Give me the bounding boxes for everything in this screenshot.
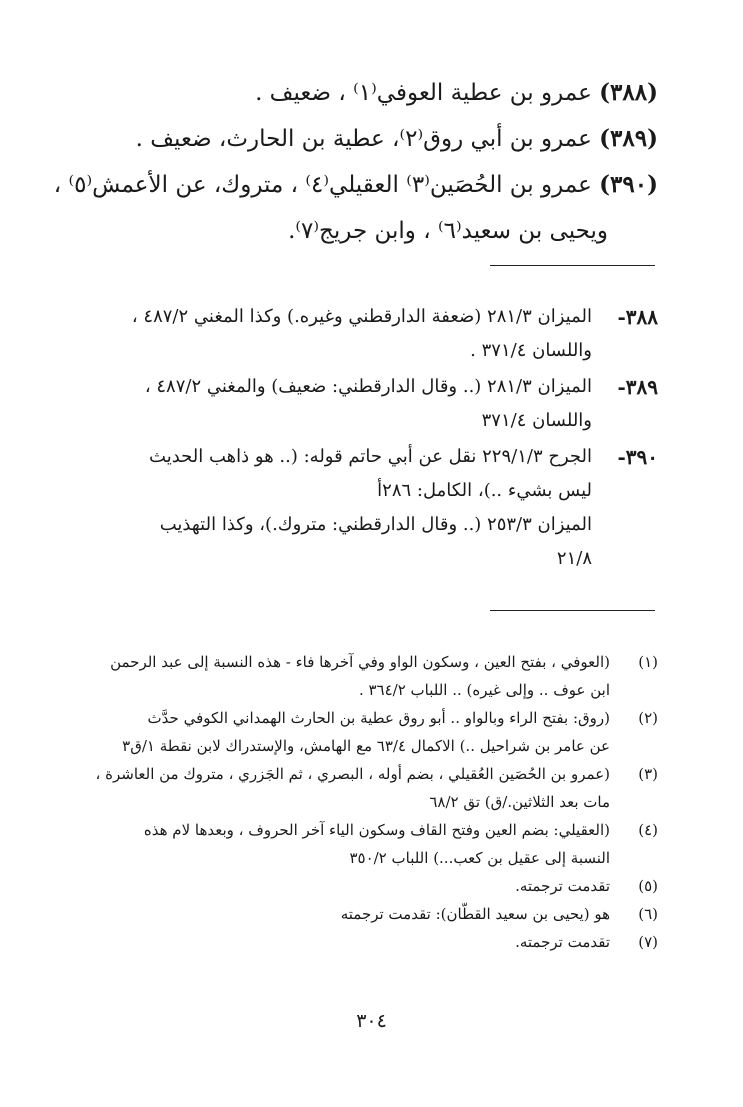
- reference-line: واللسان ٣٧١/٤: [481, 410, 592, 431]
- footnote-5: [85, 872, 658, 900]
- reference-390: [85, 440, 658, 576]
- entry-text: ويحيى بن سعيد⁽٦⁾ ، وابن جريج⁽٧⁾.: [288, 218, 608, 244]
- footnote-1: [85, 648, 658, 704]
- footnote-number: (٦): [638, 905, 658, 923]
- reference-line: ٢١/٨: [556, 548, 592, 569]
- footnote-line: تقدمت ترجمته.: [515, 933, 610, 951]
- entry-388: [85, 70, 658, 116]
- footnote-number: (٢): [638, 709, 658, 727]
- footnote-3: [85, 760, 658, 816]
- reference-line: واللسان ٣٧١/٤ .: [470, 340, 592, 361]
- entry-text: عمرو بن عطية العوفي⁽١⁾ ، ضعيف .: [255, 80, 592, 106]
- separator-rule: [490, 265, 655, 266]
- footnote-number: (٥): [638, 877, 658, 895]
- footnote-4: [85, 816, 658, 872]
- footnote-line: (روق: بفتح الراء وبالواو .. أبو روق عطية بن الحارث الهمداني الكوفي حدَّث: [147, 709, 610, 727]
- footnote-number: (١): [638, 653, 658, 671]
- footnote-line: مات بعد الثلاثين./ق) تق ٦٨/٢: [429, 793, 610, 811]
- reference-line: ليس بشيء ..)، الكامل: ٢٨٦أ: [377, 480, 592, 501]
- entry-390-continuation: [85, 208, 658, 254]
- entry-number: (٣٨٩): [599, 125, 658, 152]
- footnote-line: (عمرو بن الحُصَين العُقيلي ، بضم أوله ، البصري ، ثم الجَزري ، متروك من العاشرة ،: [95, 765, 610, 783]
- entry-number: (٣٩٠): [599, 171, 658, 198]
- source-references: [85, 300, 658, 576]
- entry-389: [85, 116, 658, 162]
- footnote-7: [85, 928, 658, 956]
- footnote-number: (٣): [638, 765, 658, 783]
- footnote-line: عن عامر بن شراحيل ..) الاكمال ٦٣/٤ مع الهامش، والإستدراك لابن نقطة ١/ق٣: [122, 737, 610, 755]
- reference-line: الميزان ٢٨١/٣ (.. وقال الدارقطني: ضعيف) والمغني ٤٨٧/٢ ،: [144, 376, 592, 397]
- reference-line: الميزان ٢٥٣/٣ (.. وقال الدارقطني: متروك.)، وكذا التهذيب: [159, 514, 592, 535]
- footnote-2: [85, 704, 658, 760]
- footnote-line: ابن عوف .. وإلى غيره) .. اللباب ٣٦٤/٢ .: [358, 681, 610, 699]
- footnote-6: [85, 900, 658, 928]
- reference-number: ٣٩٠-: [617, 445, 658, 469]
- entry-390: [53, 162, 658, 208]
- entry-text: عمرو بن الحُصَين⁽٣⁾ العقيلي⁽٤⁾ ، متروك، عن الأعمش⁽٥⁾ ،: [53, 172, 592, 198]
- biography-entries: [53, 70, 658, 254]
- reference-389: [85, 370, 658, 438]
- reference-388: [85, 300, 658, 368]
- page-number: ٣٠٤: [356, 1010, 387, 1032]
- footnote-line: هو (يحيى بن سعيد القطّان): تقدمت ترجمته: [340, 905, 610, 923]
- reference-line: الجرح ٢٢٩/١/٣ نقل عن أبي حاتم قوله: (.. هو ذاهب الحديث: [149, 446, 592, 467]
- footnote-separator-rule: [490, 610, 655, 611]
- footnote-line: النسبة إلى عقيل بن كعب...) اللباب ٣٥٠/٢: [349, 849, 610, 867]
- footnotes: [85, 648, 658, 956]
- footnote-number: (٤): [638, 821, 658, 839]
- reference-number: ٣٨٩-: [617, 375, 658, 399]
- entry-text: عمرو بن أبي روق⁽٢⁾، عطية بن الحارث، ضعيف .: [135, 126, 592, 152]
- reference-number: ٣٨٨-: [617, 305, 658, 329]
- footnote-number: (٧): [638, 933, 658, 951]
- footnote-line: (العوفي ، بفتح العين ، وسكون الواو وفي آخرها فاء - هذه النسبة إلى عبد الرحمن: [110, 653, 610, 671]
- entry-number: (٣٨٨): [599, 79, 658, 106]
- footnote-line: تقدمت ترجمته.: [515, 877, 610, 895]
- footnote-line: (العقيلي: بضم العين وفتح القاف وسكون الياء آخر الحروف ، وبعدها لام هذه: [143, 821, 610, 839]
- reference-line: الميزان ٢٨١/٣ (ضعفة الدارقطني وغيره.) وكذا المغني ٤٨٧/٢ ،: [131, 306, 592, 327]
